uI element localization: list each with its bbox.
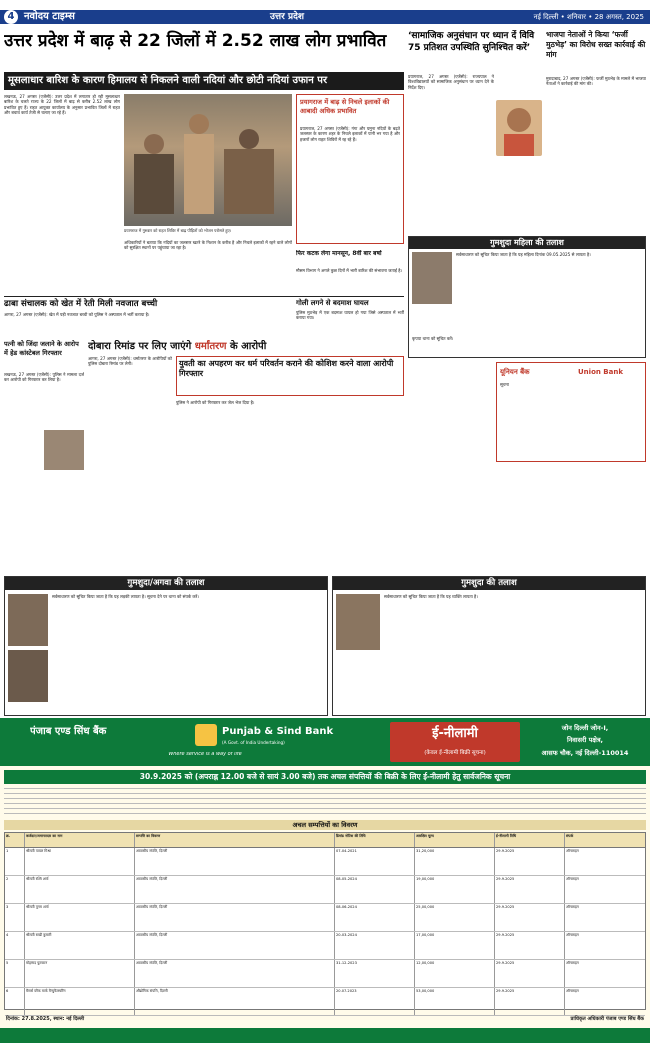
col-header: संपर्क: [566, 834, 574, 838]
table-cell: 07-04-2021: [335, 848, 415, 875]
table-cell: 29.9.2025: [495, 960, 565, 987]
table-cell: ऑनलाइन: [566, 961, 579, 965]
abduct-body: पुलिस ने आरोपी को गिरफ्तार कर जेल भेज दिया है।: [176, 400, 255, 405]
table-cell: 3: [5, 904, 25, 931]
lead-body-1: लखनऊ, 27 अगस्त (एजेंसी): उत्तर प्रदेश में लगातार हो रही मूसलाधार बारिश के चलते राज्य के 22 जिलों में बाढ़ से करीब 2.52 लाख लोग प्रभावित हुए हैं। राहत आयुक्त कार्यालय के अनुसार प्रभावित जिलों में राहत और बचाव कार्य तेजी से चलाए जा रहे हैं।: [4, 94, 120, 116]
dhaba-headline: ढाबा संचालक को खेत में रेती मिली नवजात बच्ची: [4, 299, 158, 309]
table-cell: 29.9.2025: [495, 848, 565, 875]
wife-photo: [44, 430, 84, 470]
table-row: [5, 932, 645, 960]
table-cell: 08-05-2024: [335, 876, 415, 903]
divider: [4, 296, 404, 297]
table-cell: 17,00,000: [415, 932, 495, 959]
goli-body: पुलिस मुठभेड़ में एक बदमाश घायल हो गया जिसे अस्पताल में भर्ती कराया गया।: [296, 310, 404, 321]
table-cell: 53,00,000: [415, 988, 495, 1015]
dhaba-body: आगरा, 27 अगस्त (एजेंसी): खेत में पड़ी नवजात बच्ची को पुलिस ने अस्पताल में भर्ती कराया है।: [4, 312, 150, 317]
missing-woman-contact: कृपया थाना को सूचित करें।: [412, 336, 454, 341]
table-cell: 5: [5, 960, 25, 987]
psb-sub-en: (A Govt. of India Undertaking): [222, 740, 285, 745]
table-cell: 29.9.2025: [495, 988, 565, 1015]
table-cell: मोहम्मद फुरकान: [25, 960, 135, 987]
table-cell: 31-12-2023: [335, 960, 415, 987]
governor-photo: [496, 100, 542, 156]
table-cell: आवासीय संपत्ति, दिल्ली: [135, 904, 335, 931]
table-cell: ऑनलाइन: [566, 849, 579, 853]
table-cell: 20-03-2024: [335, 932, 415, 959]
unionbank-caption: सूचना: [500, 382, 509, 387]
missing-girl-photo-1: [8, 594, 48, 646]
dateline: नई दिल्ली • शनिवार • 28 अगस्त, 2025: [533, 13, 644, 21]
auction-title: ई-नीलामी: [432, 726, 478, 741]
portrait-image: [496, 100, 542, 156]
table-cell: 19,00,000: [415, 876, 495, 903]
col-header: आरक्षित मूल्य: [415, 833, 495, 847]
forest-headline: फिर कटक लेगा मानसून, 8वीं बार बर्षा: [296, 250, 382, 257]
section-label: उत्तर प्रदेश: [270, 12, 304, 22]
col-header: डिमांड नोटिस की तिथि: [335, 833, 415, 847]
psb-name-en: Punjab & Sind Bank: [222, 726, 334, 737]
bottom-bar: [0, 1028, 650, 1043]
wife-body: लखनऊ, 27 अगस्त (एजेंसी): पुलिस ने मामला दर्ज कर आरोपी को गिरफ्तार कर लिया है।: [4, 372, 84, 383]
unionbank-name-en: Union Bank: [578, 368, 623, 376]
missing-woman-body: सर्वसाधारण को सूचित किया जाता है कि यह महिला दिनांक 09.05.2025 से लापता है।: [456, 252, 591, 257]
opinion-headline: ‘सामाजिक अनुसंधान पर ध्यान दें विवि 75 प्रतिशत उपस्थिति सुनिश्चित करें’: [408, 31, 535, 53]
psb-tagline: Where service is a way of life: [168, 752, 242, 757]
paper-name: नवोदय टाइम्स: [24, 11, 75, 22]
table-cell: 08-06-2024: [335, 904, 415, 931]
auction-date-bar: 30.9.2025 को (अपराह्न 12.00 बजे से सायं 3.00 बजे) तक अचल संपत्तियों की बिक्री के लिए ई-नीलामी हेतु सार्वजनिक सूचना: [4, 770, 646, 784]
auction-intro-text: [4, 788, 646, 818]
unionbank-name: यूनियन बैंक: [500, 368, 530, 376]
table-row: [5, 960, 645, 988]
missing-person-photo: [336, 594, 380, 650]
abduct-headline: युवती का अपहरण कर धर्म परिवर्तन कराने की कोशिश करने वाला आरोपी गिरफ्तार: [176, 356, 404, 396]
table-row: [5, 988, 645, 1016]
auction-footer-left: दिनांक: 27.8.2025, स्थान: नई दिल्ली: [6, 1016, 85, 1022]
table-cell: आवासीय संपत्ति, दिल्ली: [135, 960, 335, 987]
forest-body: मौसम विभाग ने अगले कुछ दिनों में भारी बारिश की संभावना जताई है।: [296, 268, 403, 273]
auction-zone-1: जोन दिल्ली जोन-I,: [561, 724, 609, 732]
bjp-headline: भाजपा नेताओं ने किया ‘फर्जी मुठभेड़’ का विरोध सख्त कार्रवाई की मांग: [546, 30, 646, 59]
table-cell: 29.9.2025: [495, 904, 565, 931]
table-cell: ऑनलाइन: [566, 905, 579, 909]
auction-zone-2: निवासरी पक्षेत्र,: [567, 736, 603, 744]
table-cell: ऑनलाइन: [566, 877, 579, 881]
lead-photo-caption: प्रयागराज में गुरुवार को राहत शिविर में बाढ़ पीड़ितों को भोजन परोसते हुए।: [124, 228, 232, 233]
table-cell: श्रीमती पूनम शर्मा: [25, 904, 135, 931]
table-cell: 6: [5, 988, 25, 1015]
auction-footer-right: प्राधिकृत अधिकारी पंजाब एण्ड सिंध बैंक: [570, 1016, 644, 1022]
missing-girl-body: सर्वसाधारण को सूचित किया जाता है कि यह लड़की लापता है। सूचना देने पर थाना को संपर्क करें।: [52, 594, 199, 599]
auction-zone-3: आसफ चौक, नई दिल्ली-110014: [541, 749, 629, 757]
flood-photo-image: [124, 94, 292, 226]
table-cell: श्रीमती राखी कुमारी: [25, 932, 135, 959]
goli-headline: गोली लगने से बदमाश घायल: [296, 299, 369, 307]
table-cell: श्रीमती पायल मिश्रा: [25, 848, 135, 875]
remand-body: आगरा, 27 अगस्त (एजेंसी): धर्मांतरण के आरोपियों को पुलिस दोबारा रिमांड पर लेगी।: [88, 356, 172, 367]
table-cell: ऑनलाइन: [566, 933, 579, 937]
table-cell: औद्योगिक संपत्ति, दिल्ली: [135, 988, 335, 1015]
table-cell: 29.9.2025: [495, 876, 565, 903]
table-cell: 29.9.2025: [495, 932, 565, 959]
table-cell: 4: [5, 932, 25, 959]
psb-logo-icon: [195, 724, 217, 746]
table-cell: 25,00,000: [415, 904, 495, 931]
auction-subtitle: (केवल ई-नीलामी बिक्री सूचना): [424, 750, 486, 756]
table-cell: ऑनलाइन: [566, 989, 579, 993]
missing-woman-title: गुमशुदा महिला की तलाश: [409, 237, 645, 249]
remand-headline-c: के आरोपी: [229, 341, 267, 352]
psb-name-hi: पंजाब एण्ड सिंध बैंक: [30, 726, 107, 737]
missing-woman-photo: [412, 252, 452, 304]
bjp-body: मुरादाबाद, 27 अगस्त (एजेंसी): फर्जी मुठभेड़ के मामले में भाजपा नेताओं ने कार्रवाई की मांग की।: [546, 76, 646, 87]
auction-schedule-header: अचल सम्पत्तियों का विवरण: [4, 820, 646, 830]
table-row: [5, 848, 645, 876]
col-header: सम्पत्ति का विवरण: [135, 833, 335, 847]
page-number: 4: [4, 10, 18, 24]
col-header: ई-नीलामी तिथि: [495, 833, 565, 847]
table-cell: 31,20,000: [415, 848, 495, 875]
lead-headline: उत्तर प्रदेश में बाढ़ से 22 जिलों में 2.52 लाख लोग प्रभावित: [4, 31, 387, 51]
remand-headline-a: दोबारा रिमांड पर लिए जाएंगे: [88, 341, 192, 352]
table-cell: 20.07.2023: [335, 988, 415, 1015]
auction-table: [4, 832, 646, 1010]
col-header: कर्जदार/जमानतदार का नाम: [25, 833, 135, 847]
auction-table-head: [5, 833, 645, 848]
lead-photo: [124, 94, 292, 226]
table-row: [5, 876, 645, 904]
table-cell: आवासीय संपत्ति, दिल्ली: [135, 848, 335, 875]
prayagraj-headline: प्रयागराज में बाढ़ से निचले इलाकों की आबादी अधिक प्रभावित: [300, 98, 390, 115]
lead-subhead: मूसलाधार बारिश के कारण हिमालय से निकलने वाली नदियां और छोटी नदियां उफान पर: [4, 72, 404, 90]
table-cell: मैसर्स ब्लैक मार्क मैन्युफैक्चरिंग: [25, 988, 135, 1015]
remand-headline: [88, 340, 404, 354]
remand-headline-b: धर्मांतरण: [194, 341, 227, 352]
table-cell: 12,00,000: [415, 960, 495, 987]
col-header: क्र.: [5, 833, 25, 847]
table-cell: 2: [5, 876, 25, 903]
table-cell: 1: [5, 848, 25, 875]
missing-person-title: गुमशुदा की तलाश: [333, 577, 645, 590]
missing-girl-title: गुमशुदा/अगवा की तलाश: [5, 577, 327, 590]
lead-body-2: अधिकारियों ने बताया कि नदियों का जलस्तर खतरे के निशान के करीब है और निचले इलाकों में रहने वाले लोगों को सुरक्षित स्थानों पर पहुंचाया जा रहा है।: [124, 240, 292, 251]
opinion-body: प्रयागराज, 27 अगस्त (एजेंसी): राज्यपाल ने विश्वविद्यालयों को सामाजिक अनुसंधान पर ध्यान देने के निर्देश दिए।: [408, 74, 494, 90]
table-cell: श्रीमती रश्मि शर्मा: [25, 876, 135, 903]
table-row: [5, 904, 645, 932]
wife-headline: पत्नी को जिंदा जलाने के आरोप में हेड कांस्टेबल गिरफ्तार: [4, 340, 79, 357]
masthead: [0, 10, 650, 24]
table-cell: आवासीय संपत्ति, दिल्ली: [135, 876, 335, 903]
missing-person-body: सर्वसाधारण को सूचित किया जाता है कि यह व्यक्ति लापता है।: [384, 594, 478, 599]
table-cell: आवासीय संपत्ति, दिल्ली: [135, 932, 335, 959]
auction-table-body: [5, 848, 645, 1016]
missing-girl-photo-2: [8, 650, 48, 702]
prayagraj-body: प्रयागराज, 27 अगस्त (एजेंसी): गंगा और यमुना नदियों के बढ़ते जलस्तर के कारण शहर के निचले इलाकों में पानी भर गया है और हजारों लोग राहत शिविरों में रह रहे हैं।: [300, 126, 400, 142]
